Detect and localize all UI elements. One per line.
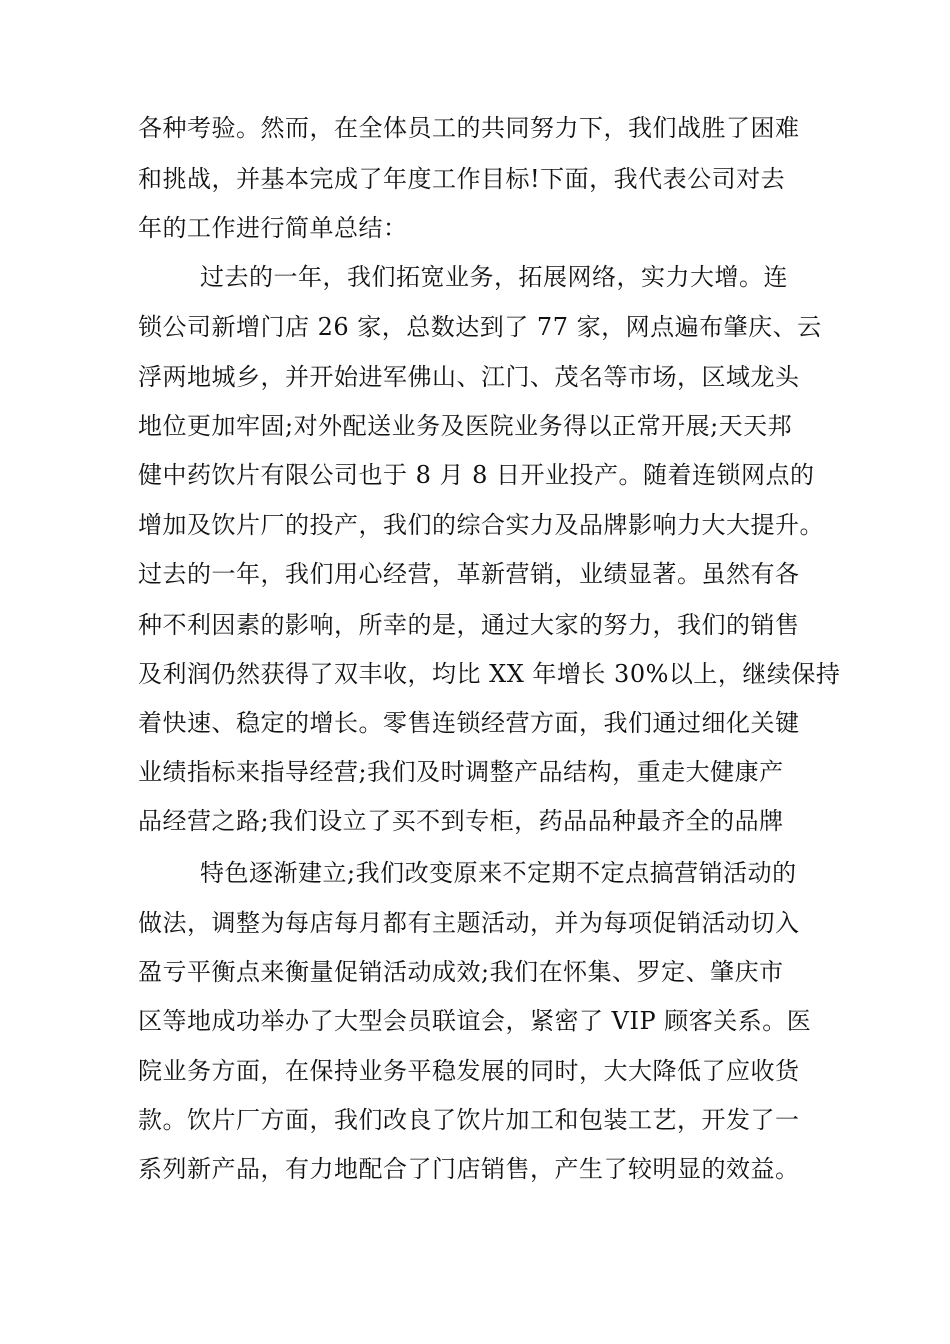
text-line: 和挑战，并基本完成了年度工作目标!下面，我代表公司对去 [138,165,786,193]
text-line: 盈亏平衡点来衡量促销活动成效;我们在怀集、罗定、肇庆市 [138,958,784,986]
paragraph-first-line: 特色逐渐建立;我们改变原来不定期不定点搞营销活动的 [200,859,797,887]
paragraph-first-line: 过去的一年，我们拓宽业务，拓展网络，实力大增。连 [200,263,788,291]
text-line: 系列新产品，有力地配合了门店销售，产生了较明显的效益。 [138,1155,800,1183]
text-line: 业绩指标来指导经营;我们及时调整产品结构，重走大健康产 [138,758,784,786]
text-line: 着快速、稳定的增长。零售连锁经营方面，我们通过细化关键 [138,709,800,737]
text-line: 各种考验。然而，在全体员工的共同努力下，我们战胜了困难 [138,114,800,142]
text-line: 健中药饮片有限公司也于 8 月 8 日开业投产。随着连锁网点的 [138,461,815,489]
text-line: 过去的一年，我们用心经营，革新营销，业绩显著。虽然有各 [138,560,800,588]
text-line: 区等地成功举办了大型会员联谊会，紧密了 VIP 顾客关系。医 [138,1007,812,1035]
text-line: 款。饮片厂方面，我们改良了饮片加工和包装工艺，开发了一 [138,1106,800,1134]
text-line: 锁公司新增门店 26 家，总数达到了 77 家，网点遍布肇庆、云 [138,313,822,341]
text-line: 增加及饮片厂的投产，我们的综合实力及品牌影响力大大提升。 [138,511,824,539]
text-line: 做法，调整为每店每月都有主题活动，并为每项促销活动切入 [138,909,800,937]
text-line: 品经营之路;我们设立了买不到专柜，药品品种最齐全的品牌 [138,807,784,835]
text-line: 及利润仍然获得了双丰收，均比 XX 年增长 30%以上，继续保持 [138,660,841,688]
text-line: 地位更加牢固;对外配送业务及医院业务得以正常开展;天天邦 [138,412,793,440]
text-line: 种不利因素的影响，所幸的是，通过大家的努力，我们的销售 [138,611,800,639]
text-line: 年的工作进行简单总结： [138,214,408,242]
text-line: 浮两地城乡，并开始进军佛山、江门、茂名等市场，区域龙头 [138,363,800,391]
text-line: 院业务方面，在保持业务平稳发展的同时，大大降低了应收货 [138,1057,800,1085]
